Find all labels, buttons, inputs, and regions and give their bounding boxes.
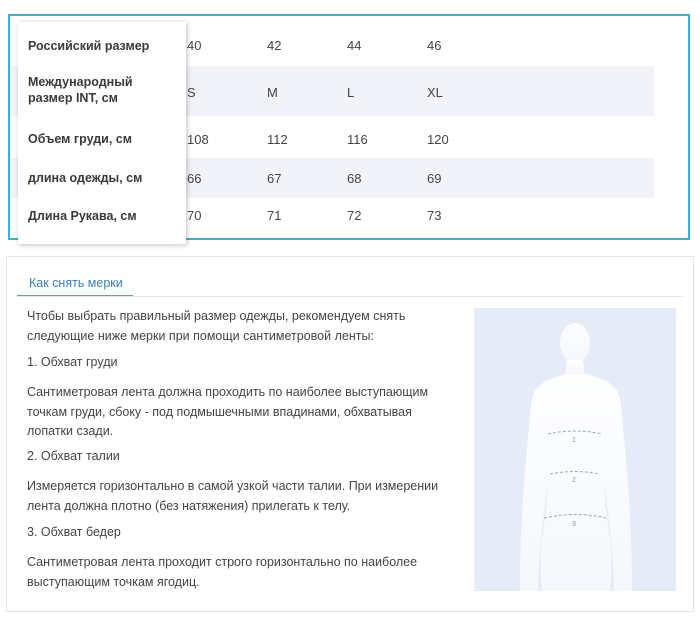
- table-cell: 108: [187, 132, 209, 147]
- mark-2: 2: [572, 477, 576, 484]
- table-cell: 73: [427, 208, 442, 223]
- waist-text: Измеряется горизонтально в самой узкой части талии. При измерении лента должна плотно (без натяжения) прилегать к телу.: [27, 479, 439, 513]
- mark-1: 1: [572, 437, 576, 444]
- waist-title: 2. Обхват талии: [27, 449, 120, 463]
- table-cell: 67: [267, 171, 282, 186]
- table-cell: 120: [427, 132, 449, 147]
- row-label-russian-size: Российский размер: [28, 39, 150, 53]
- hips-text: Сантиметровая лента проходит строго горизонтально по наиболее выступающим точкам ягодиц.: [27, 555, 418, 589]
- mark-3: 3: [572, 521, 576, 528]
- table-cell: 68: [347, 171, 362, 186]
- body-measurement-figure: [474, 308, 676, 591]
- table-cell: 69: [427, 171, 442, 186]
- table-cell: L: [347, 85, 355, 100]
- hips-title: 3. Обхват бедер: [27, 525, 121, 539]
- size-table: [8, 14, 690, 240]
- table-cell: 70: [187, 208, 202, 223]
- table-cell: M: [267, 85, 278, 100]
- table-cell: 116: [347, 132, 368, 147]
- table-cell: 71: [267, 208, 282, 223]
- table-cell: 42: [267, 38, 282, 53]
- row-label-garment-length: длина одежды, см: [28, 171, 143, 185]
- table-cell: 66: [187, 171, 202, 186]
- row-label-chest-volume: Объем груди, см: [28, 132, 132, 146]
- tab-label: Как снять мерки: [29, 276, 123, 290]
- how-to-measure-panel: [6, 256, 694, 612]
- table-cell: 112: [267, 132, 288, 147]
- chest-title: 1. Обхват груди: [27, 355, 118, 369]
- intro-text: Чтобы выбрать правильный размер одежды, рекомендуем снять следующие ниже мерки при помощи сантиметровой ленты:: [27, 309, 406, 343]
- table-cell: 44: [347, 38, 362, 53]
- tab-how-to-measure[interactable]: [17, 257, 133, 297]
- table-cell: S: [187, 85, 196, 100]
- table-cell: 40: [187, 38, 202, 53]
- tab-divider: [17, 296, 683, 297]
- chest-text: Сантиметровая лента должна проходить по наиболее выступающим точкам груди, сбоку - под подмышечными впадинами, обхватывая лопатки сзади.: [27, 385, 429, 438]
- table-cell: XL: [427, 85, 443, 100]
- table-cell: 72: [347, 208, 362, 223]
- body-silhouette-icon: [474, 308, 676, 591]
- row-label-sleeve-length: Длина Рукава, см: [28, 209, 137, 223]
- table-cell: 46: [427, 38, 442, 53]
- row-label-international-size: Международный размер INT, см: [28, 75, 133, 105]
